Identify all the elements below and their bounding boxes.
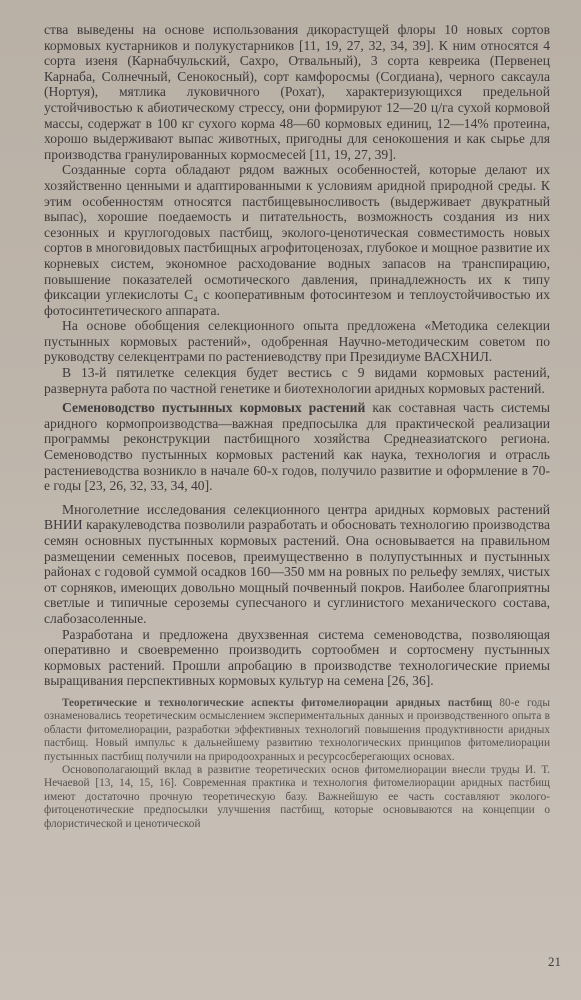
paragraph-methodology: На основе обобщения селекционного опыта предложена «Методика селекции пустынных кормовых растений», одобренная Научно-методическим советом по руководству селекцентрами по растениеводству при Президиуме ВАСХНИЛ. [44, 318, 550, 365]
paragraph-two-tier-system: Разработана и предложена двухзвенная система семеноводства, позволяющая оперативно и своевременно производить сортообмен и сортосмену пустынных кормовых растений. Прошли апробацию в производстве технологические приемы выращивания перспективных кормовых культур на семена [26, 36]. [44, 626, 550, 689]
spacer [44, 689, 550, 697]
section-heading-phytomelioration: Теоретические и технологические аспекты фитомелиорации аридных пастбищ [62, 696, 492, 709]
page-number: 21 [548, 954, 561, 969]
section-heading-seed-production: Семеноводство пустынных кормовых растений [62, 400, 366, 416]
paragraph-seed-production [44, 400, 550, 494]
seed-production-text: как составная часть системы аридного кормопроизводства—важная предпосылка для практической реализации программы реконструкции пастбищного хозяйства Среднеазиатского региона. Семеноводство пустынных кормовых растений как наука, технология и отрасль растениеводства возникло в начале 60-х годов, получило развитие и оформление в 70-е годы [23, 26, 32, 33, 34, 40]. [44, 400, 550, 494]
paragraph-five-year-plan: В 13-й пятилетке селекция будет вестись с 9 видами кормовых растений, развернута работа по частной генетике и биотехнологии аридных кормовых растений. [44, 365, 550, 396]
document-page [44, 22, 550, 987]
paragraph-varieties: ства выведены на основе использования дикорастущей флоры 10 новых сортов кормовых кустарников и полукустарников [11, 19, 27, 32, 34, 39]. К ним относятся 4 сорта изеня (Карнабчульский, Сахро, Отвальный), 3 сорта кевреика (Первенец Карнаба, Солнечный, Сенокосный), сорт камфоросмы (Согдиана), черного саксаула (Нортуя), мятлика луковичного (Рохат), характеризующихся предельной устойчивостью к абиотическому стрессу, они формируют 12—20 ц/га сухой кормовой массы, содержат в 100 кг сухого корма 48—60 кормовых единиц, 12—14% протеина, хорошо выдерживают выпас животных, пригодны для сенокошения и как сырье для производства гранулированных кормосмесей [11, 19, 27, 39]. [44, 22, 550, 162]
paragraph-research-center: Многолетние исследования селекционного центра аридных кормовых растений ВНИИ каракулеводства позволили разработать и обосновать технологию производства семян основных пустынных кормовых растений. Она основывается на правильном размещении семенных посевов, преимущественно в полупустынных и пустынных районах с годовой суммой осадков 160—350 мм на ровных по рельефу землях, чистых от сорняков, имеющих довольно мощный почвенный покров. Наиболее благоприятны светлые и типичные сероземы супесчаного и суглинистого механического состава, слабозасоленные. [44, 501, 550, 626]
paragraph-features: Созданные сорта обладают рядом важных особенностей, которые делают их хозяйственно ценными и адаптированными к условиям аридной природной среды. К этим особенностям относятся пастбищевыносливость (выдерживает двукратный выпас), хорошие поедаемость и питательность, возможность создания из них сезонных и круглогодовых пастбищ, эколого-ценотическая совместимость новых сортов в многовидовых пастбищных агрофитоценозах, глубокое и мощное развитие их корневых систем, экономное расходование водных запасов на транспирацию, повышение показателей осмотического давления, принадлежность их к типу фиксации углекислоты С₄ с кооперативным фотосинтезом и теплоустойчивостью их фотосинтетического аппарата. [44, 162, 550, 318]
phytomelioration-intro-text: 80-е годы ознаменовались теоретическим осмыслением экспериментальных данных и производственного опыта в области фитомелиорации, разработки эффективных технологий повышения продуктивности аридных пастбищ. Новый импульс к дальнейшему развитию технологических принципов фитомелиорации пустынных пастбищ получили на природоохранных и ресурсосберегающих основах. [44, 696, 550, 763]
paragraph-phytomelioration-theory: Основополагающий вклад в развитие теоретических основ фитомелиорации внесли труды И. Т. Нечаевой [13, 14, 15, 16]. Современная практика и технология фитомелиорации аридных пастбищ имеют достаточно прочную теоретическую базу. Важнейшую ее часть составляют эколого-фитоценотические предпосылки улучшения пастбищ, которые основываются на концепции о флористической и ценотической [44, 763, 550, 830]
spacer [44, 494, 550, 502]
paragraph-phytomelioration-intro [44, 697, 550, 764]
